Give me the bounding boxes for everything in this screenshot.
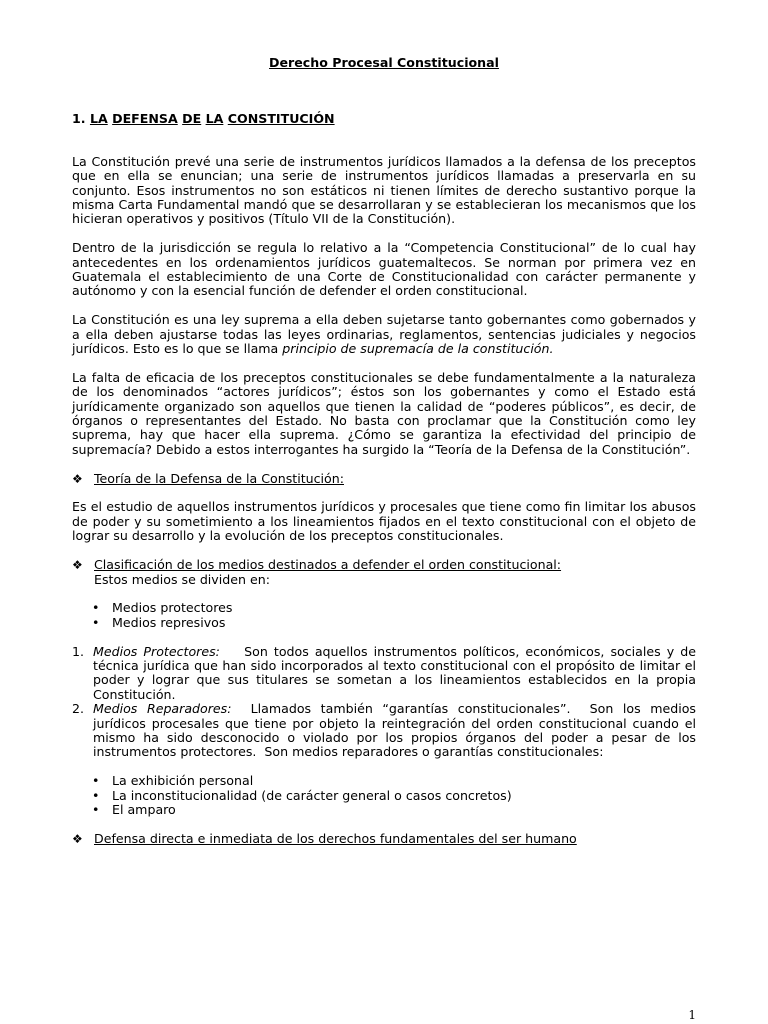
diamond-item-clasificacion [72, 558, 696, 587]
heading-word: LA [205, 111, 224, 127]
numbered-item-1: 1. Medios Protectores: Son todos aquellos instrumentos políticos, económicos, sociales y de técnica jurídica que han sido incorporados al texto constitucional con el propósito de limitar el poder y lograr que sus titulares se sometan a los lineamientos establecidos en la propia Constitución. [72, 643, 701, 702]
heading-word: LA [89, 111, 108, 127]
heading-word: DE [182, 111, 202, 127]
bullet-icon: • [92, 787, 100, 803]
clasificacion-subtext: Estos medios se dividen en: [94, 571, 270, 587]
heading-word: DEFENSA [112, 111, 178, 127]
list-item: • Medios represivos [72, 616, 696, 630]
teoria-heading: Teoría de la Defensa de la Constitución: [94, 470, 344, 486]
diamond-bullet-icon: ❖ [72, 831, 83, 846]
diamond-bullet-icon: ❖ [72, 558, 83, 573]
paragraph-2: Dentro de la jurisdicción se regula lo relativo a la “Competencia Constitucional” de lo cual hay antecedentes en los ordenamientos jurídicos guatemaltecos. Se norman por primera vez en Guatemala el establecimiento de una Corte de Constitucionalidad con carácter permanente y autónomo y con la esencial función de defender el orden constitucional. [72, 240, 696, 299]
numbered-item-label: Medios Protectores: [93, 643, 220, 659]
bullet-icon: • [92, 614, 100, 630]
heading-number: 1. [72, 111, 86, 127]
paragraph-4: La falta de eficacia de los preceptos constitucionales se debe fundamentalmente a la naturaleza de los denominados “actores jurídicos”; éstos son los gobernantes y como el Estado está jurídicamente organizado son aquellos que tienen la calidad de “poderes públicos”, es decir, de órganos o representantes del Estado. No basta con proclamar que la Constitución como ley suprema, hay que hacer ella suprema. ¿Cómo se garantiza la efectividad del principio de supremacía? Debido a estos interrogantes ha surgido la “Teoría de la Defensa de la Constitución”. [72, 369, 696, 457]
paragraph-5: Es el estudio de aquellos instrumentos jurídicos y procesales que tiene como fin limitar los abusos de poder y su sometimiento a los lineamientos fijados en el texto constitucional con el objeto de lograr su desarrollo y la evolución de los preceptos constitucionales. [72, 499, 696, 544]
clasificacion-heading: Clasificación de los medios destinados a defender el orden constitucional: [94, 557, 562, 573]
diamond-item-teoria [72, 472, 696, 486]
document-content [72, 55, 701, 846]
bullet-list-medios [72, 601, 696, 630]
bullet-icon: • [92, 600, 100, 616]
numbered-item-2: 2. Medios Reparadores: Llamados también “garantías constitucionales”. Son los medios jurídicos procesales que tiene por objeto la reintegración del orden constitucional cuando el mismo ha sido desconocido o violado por los propios órganos del poder a pesar de los instrumentos protectores. Son medios reparadores o garantías constitucionales: [72, 701, 701, 760]
defensa-directa-heading: Defensa directa e inmediata de los derechos fundamentales del ser humano [94, 830, 577, 846]
paragraph-3-main: La Constitución es una ley suprema a ella deben sujetarse tanto gobernantes como gobernados y a ella deben ajustarse todas las leyes ordinarias, reglamentos, sentencias judiciales y negocios jurídicos. Esto es lo que se llama [72, 312, 696, 357]
list-item: • El amparo [72, 803, 696, 817]
section-heading [72, 112, 696, 126]
bullet-list-garantias [72, 774, 696, 817]
diamond-bullet-icon: ❖ [72, 471, 83, 486]
numbered-list [72, 643, 701, 760]
diamond-item-defensa-directa [72, 832, 696, 846]
list-item: • La inconstitucionalidad (de carácter general o casos concretos) [72, 789, 696, 803]
paragraph-3-italic: principio de supremacía de la constitución. [282, 341, 554, 357]
bullet-icon: • [92, 801, 100, 817]
paragraph-3 [72, 313, 696, 356]
bullet-icon: • [92, 773, 100, 789]
list-item: • La exhibición personal [72, 774, 696, 788]
heading-word: CONSTITUCIÓN [227, 111, 335, 127]
list-item: • Medios protectores [72, 601, 696, 615]
numbered-item-label: Medios Reparadores: [93, 701, 232, 717]
document-title: Derecho Procesal Constitucional [269, 55, 499, 70]
page-number: 1 [688, 1008, 696, 1022]
paragraph-1: La Constitución prevé una serie de instrumentos jurídicos llamados a la defensa de los preceptos que en ella se enuncian; una serie de instrumentos jurídicos llamadas a preservarla en su conjunto. Esos instrumentos no son estáticos ni tienen límites de derecho sustantivo porque la misma Carta Fundamental mandó que se desarrollaran y se establecieran los mecanismos que los hicieran operativos y positivos (Título VII de la Constitución). [72, 153, 696, 227]
